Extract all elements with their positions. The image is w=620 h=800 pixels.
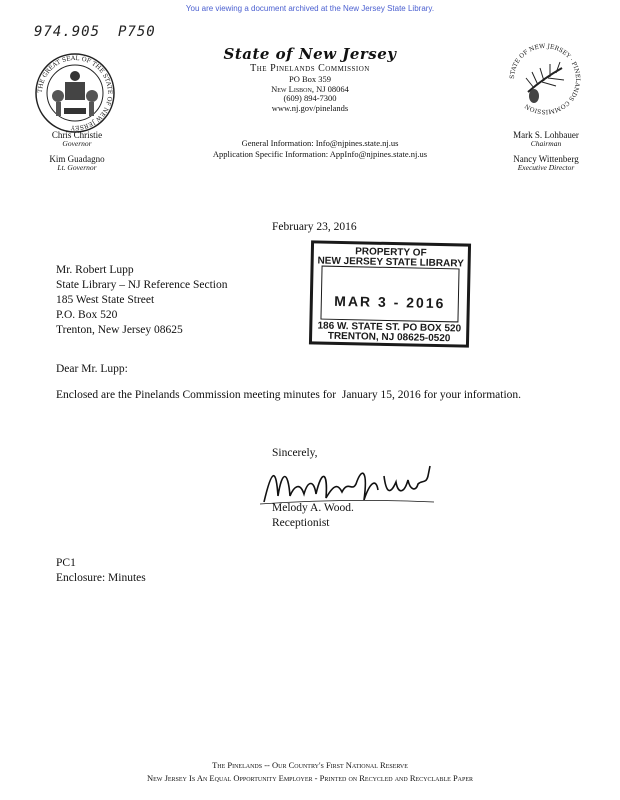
officials-left bbox=[28, 130, 126, 173]
letter-date: February 23, 2016 bbox=[272, 221, 357, 233]
official-name: Nancy Wittenberg bbox=[513, 153, 579, 164]
general-info: General Information: Info@njpines.state.nj.us bbox=[241, 138, 399, 148]
contact-info bbox=[180, 138, 460, 159]
state-seal-text: THE GREAT SEAL OF THE STATE OF NEW JERSEY bbox=[36, 54, 114, 132]
letterhead bbox=[140, 46, 480, 114]
handwritten-code: P750 bbox=[118, 24, 156, 40]
stamp-date: MAR 3 - 2016 bbox=[334, 292, 446, 312]
recipient-line: 185 West State Street bbox=[56, 293, 155, 306]
city-line: New Lisbon, NJ 08064 bbox=[271, 83, 349, 94]
recipient-line: Mr. Robert Lupp bbox=[56, 264, 134, 276]
initials: PC1 bbox=[56, 557, 76, 569]
official-name: Kim Guadagno bbox=[49, 153, 105, 164]
recipient-address bbox=[56, 263, 227, 338]
app-info: Application Specific Information: AppInfo@njpines.state.nj.us bbox=[212, 148, 428, 159]
stamp-date-box bbox=[320, 266, 459, 323]
enclosure: Enclosure: Minutes bbox=[56, 572, 146, 584]
signer-name: Melody A. Wood. bbox=[272, 502, 354, 514]
footer-line: The Pinelands -- Our Country's First National Reserve bbox=[212, 760, 408, 770]
recipient-line: Trenton, New Jersey 08625 bbox=[56, 323, 183, 336]
stamp-line: NEW JERSEY STATE LIBRARY bbox=[317, 255, 464, 270]
stamp-line: TRENTON, NJ 08625-0520 bbox=[327, 330, 451, 345]
official-title: Executive Director bbox=[517, 163, 575, 173]
official-title: Chairman bbox=[530, 139, 562, 149]
official-title: Lt. Governor bbox=[57, 163, 97, 173]
stamp-line: PROPERTY OF bbox=[355, 246, 427, 259]
signer-title: Receptionist bbox=[272, 516, 330, 529]
recipient-line: P.O. Box 520 bbox=[56, 308, 118, 321]
agency-name: The Pinelands Commission bbox=[250, 63, 370, 75]
website: www.nj.gov/pinelands bbox=[271, 103, 349, 114]
official-title: Governor bbox=[62, 139, 92, 149]
handwritten-call-number: 974.905 bbox=[34, 24, 101, 40]
letter-body: Enclosed are the Pinelands Commission meeting minutes for January 15, 2016 for your information. bbox=[56, 389, 522, 401]
pinelands-seal-icon bbox=[504, 38, 586, 125]
phone: (609) 894-7300 bbox=[283, 93, 337, 104]
salutation: Dear Mr. Lupp: bbox=[56, 363, 128, 375]
official-name: Chris Christie bbox=[51, 130, 103, 140]
officials-right bbox=[486, 130, 606, 173]
closing: Sincerely, bbox=[272, 447, 318, 459]
state-title: State of New Jersey bbox=[223, 45, 397, 63]
po-box: PO Box 359 bbox=[288, 73, 332, 84]
recipient-line: State Library – NJ Reference Section bbox=[56, 278, 228, 291]
footer-line: New Jersey Is An Equal Opportunity Employer - Printed on Recycled and Recyclable Paper bbox=[146, 773, 474, 783]
official-name: Mark S. Lohbauer bbox=[513, 130, 579, 140]
library-stamp bbox=[309, 240, 471, 347]
pinelands-seal-text: STATE OF NEW JERSEY · PINELANDS COMMISSION bbox=[508, 42, 582, 116]
signer-block bbox=[272, 501, 354, 531]
stamp-line: 186 W. STATE ST. PO BOX 520 bbox=[317, 320, 462, 335]
archive-banner: You are viewing a document archived at the New Jersey State Library. bbox=[185, 4, 435, 13]
state-seal-icon bbox=[34, 52, 116, 139]
